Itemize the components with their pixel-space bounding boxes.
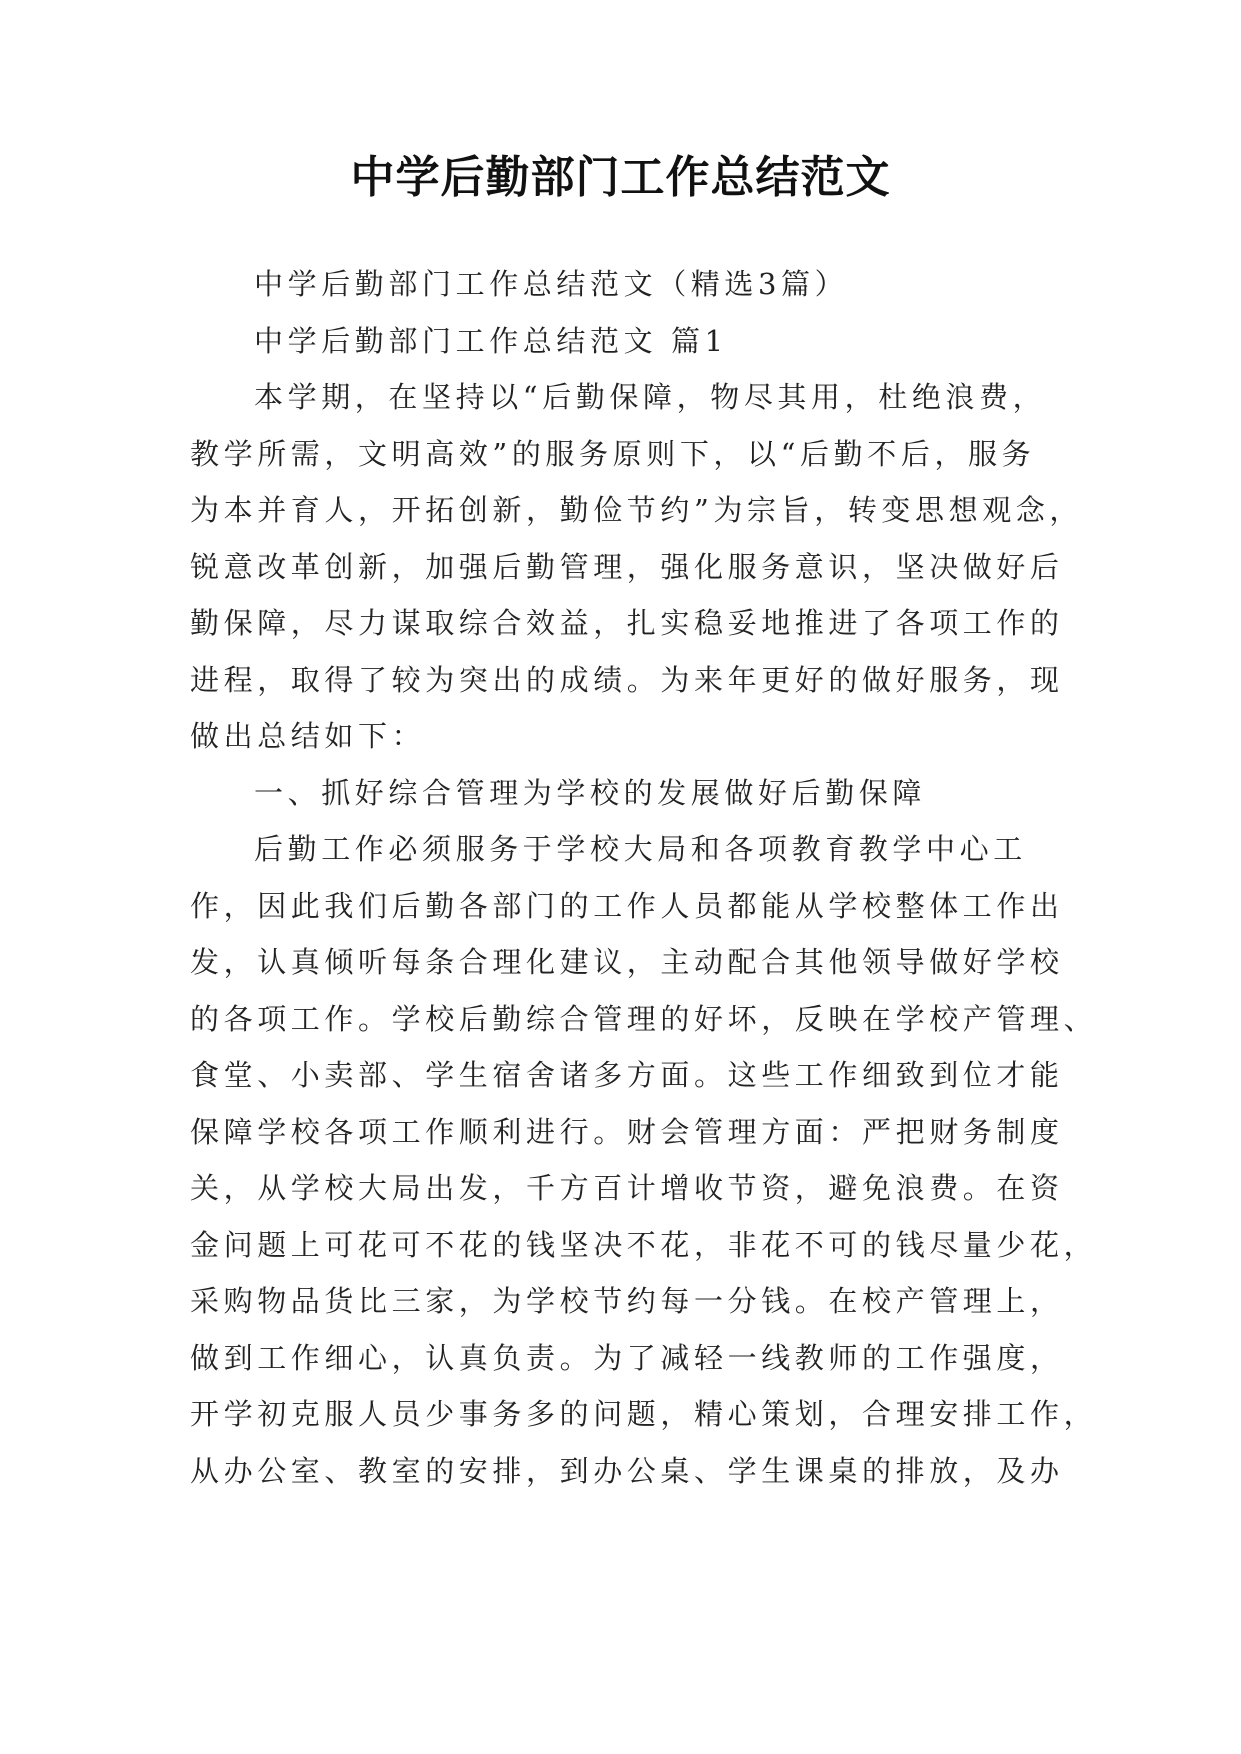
- text-line: 中学后勤部门工作总结范文（精选3篇）: [254, 267, 849, 301]
- text-line: 做到工作细心，认真负责。为了减轻一线教师的工作强度，: [190, 1340, 1064, 1375]
- text-line: 的各项工作。学校后勤综合管理的好坏，反映在学校产管理、: [190, 1001, 1098, 1036]
- text-line: 中学后勤部门工作总结范文 篇1: [254, 323, 728, 358]
- document-title: 中学后勤部门工作总结范文: [350, 152, 891, 203]
- text-line: 食堂、小卖部、学生宿舍诸多方面。这些工作细致到位才能: [190, 1058, 1064, 1092]
- text-line: 为本并育人，开拓创新，勤俭节约”为宗旨，转变思想观念，: [190, 493, 1084, 527]
- text-line: 关，从学校大局出发，千方百计增收节资，避免浪费。在资: [190, 1171, 1064, 1205]
- text-line: 开学初克服人员少事务多的问题，精心策划，合理安排工作，: [190, 1397, 1098, 1431]
- text-line: 教学所需，文明高效”的服务原则下，以“后勤不后，服务: [190, 436, 1036, 471]
- text-line: 进程，取得了较为突出的成绩。为来年更好的做好服务，现: [190, 662, 1064, 697]
- text-line: 锐意改革创新，加强后勤管理，强化服务意识，坚决做好后: [190, 549, 1064, 584]
- text-line: 一、抓好综合管理为学校的发展做好后勤保障: [254, 775, 927, 810]
- text-line: 作，因此我们后勤各部门的工作人员都能从学校整体工作出: [190, 888, 1064, 923]
- text-line: 从办公室、教室的安排，到办公桌、学生课桌的排放，及办: [190, 1453, 1064, 1488]
- part-heading: [190, 313, 1060, 370]
- paragraph-intro: [190, 369, 1084, 765]
- text-line: 发，认真倾听每条合理化建议，主动配合其他领导做好学校: [190, 945, 1064, 979]
- text-line: 金问题上可花可不花的钱坚决不花，非花不可的钱尽量少花，: [190, 1227, 1098, 1262]
- text-line: 勤保障，尽力谋取综合效益，扎实稳妥地推进了各项工作的: [190, 606, 1064, 640]
- text-line: 本学期，在坚持以“后勤保障，物尽其用，杜绝浪费，: [254, 380, 1047, 414]
- text-line: 后勤工作必须服务于学校大局和各项教育教学中心工: [254, 832, 1027, 866]
- text-line: 保障学校各项工作顺利进行。财会管理方面：严把财务制度: [190, 1114, 1064, 1149]
- subtitle-line: [190, 256, 1060, 313]
- text-line: 采购物品货比三家，为学校节约每一分钱。在校产管理上，: [190, 1284, 1064, 1318]
- paragraph-body: [190, 821, 1098, 1499]
- text-line: 做出总结如下：: [190, 719, 426, 753]
- section-heading: [190, 765, 1060, 822]
- document-body: [190, 256, 1098, 1499]
